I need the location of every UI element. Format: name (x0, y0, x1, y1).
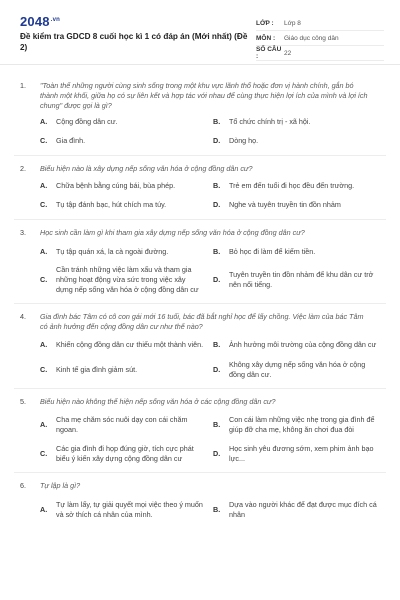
option-c[interactable] (40, 444, 213, 464)
option-b[interactable] (213, 247, 386, 257)
meta-key: SỐ CÂU : (256, 46, 282, 60)
question-list (0, 65, 400, 520)
option-text: Khiến cộng đồng dân cư thiếu một thành viên. (56, 340, 204, 349)
option-c[interactable] (40, 136, 213, 146)
option-letter: D. (213, 200, 221, 209)
option-letter: A. (40, 247, 48, 256)
option-b[interactable] (213, 117, 386, 127)
answer-options (40, 415, 400, 464)
option-text: Dựa vào người khác để đạt được mục đích cá nhân (229, 500, 377, 519)
question-number: 1. (20, 81, 26, 90)
option-text: Kinh tế gia đình giảm sút. (56, 365, 138, 374)
question-number: 6. (20, 481, 26, 490)
answer-options (40, 500, 400, 520)
question-line (0, 481, 400, 491)
meta-key: MÔN : (256, 34, 276, 42)
question-line (0, 228, 400, 238)
meta-row-class (256, 16, 384, 31)
meta-value: Lớp 8 (284, 19, 301, 27)
logo-suffix: .vn (50, 16, 61, 23)
option-letter: A. (40, 340, 48, 349)
option-a[interactable] (40, 181, 213, 191)
question-line (0, 81, 400, 111)
option-text: Cộng đồng dân cư. (56, 117, 118, 126)
option-text: Tụ tập quán xá, la cà ngoài đường. (56, 247, 169, 256)
question-6 (0, 473, 400, 520)
question-1 (0, 65, 400, 146)
option-c[interactable] (40, 200, 213, 210)
option-letter: C. (40, 200, 48, 209)
meta-value: Giáo dục công dân (284, 34, 339, 42)
question-text: "Toàn thể những người cùng sinh sống trong một khu vực lãnh thổ hoặc đơn vị hành chính, gắn bó thành một khối, giữa họ có sự liên kết và hợp tác với nhau để cùng thực hiện lợi ích của mình và lợi ích chung" được gọi là gì? (40, 81, 368, 110)
logo-text: 2048 (20, 14, 50, 29)
option-letter: B. (213, 420, 221, 429)
question-2 (0, 156, 400, 210)
option-letter: B. (213, 117, 221, 126)
option-text: Các gia đình đi họp đúng giờ, tích cực phát biểu ý kiến xây dựng cộng đồng dân cư (56, 444, 194, 463)
option-d[interactable] (213, 200, 386, 210)
option-text: Tự làm lấy, tự giải quyết mọi việc theo ý muốn và sở thích cá nhân của mình. (56, 500, 203, 519)
meta-value: 22 (284, 49, 292, 57)
option-letter: B. (213, 340, 221, 349)
option-text: Nghe và tuyên truyền tin đồn nhảm (229, 200, 341, 209)
option-a[interactable] (40, 415, 213, 435)
option-b[interactable] (213, 415, 386, 435)
option-letter: A. (40, 505, 48, 514)
answer-options (40, 117, 400, 146)
option-letter: A. (40, 181, 48, 190)
option-text: Cha mẹ chăm sóc nuôi dạy con cái chăm ngoan. (56, 415, 188, 434)
option-letter: C. (40, 136, 48, 145)
option-letter: D. (213, 365, 221, 374)
option-text: Học sinh yêu đương sớm, xem phim ảnh bạo lực... (229, 444, 374, 463)
option-c[interactable] (40, 360, 213, 380)
question-text: Gia đình bác Tâm có cô con gái mới 16 tuổi, bác đã bắt nghỉ học để lấy chồng. Việc làm của bác Tâm có ảnh hưởng đến cộng đồng dân cư như thế nào? (40, 312, 364, 331)
option-text: Bỏ học đi làm để kiếm tiền. (229, 247, 316, 256)
option-letter: B. (213, 247, 221, 256)
option-d[interactable] (213, 444, 386, 464)
question-5 (0, 389, 400, 464)
option-b[interactable] (213, 340, 386, 350)
option-letter: A. (40, 420, 48, 429)
question-text: Biểu hiện nào không thể hiện nếp sống văn hóa ở các cộng đồng dân cư? (40, 397, 276, 406)
option-text: Chữa bệnh bằng cúng bái, bùa phép. (56, 181, 176, 190)
option-letter: C. (40, 365, 48, 374)
meta-table (256, 16, 384, 61)
option-d[interactable] (213, 265, 386, 295)
question-text: Biểu hiện nào là xây dựng nếp sống văn hóa ở cộng đồng dân cư? (40, 164, 253, 173)
option-text: Con cái làm những việc nhẹ trong gia đình để giúp đỡ cha mẹ, không ăn chơi đua đòi (229, 415, 375, 434)
option-c[interactable] (40, 265, 213, 295)
option-letter: B. (213, 181, 221, 190)
option-text: Tụ tập đánh bạc, hút chích ma túy. (56, 200, 167, 209)
option-b[interactable] (213, 500, 386, 520)
site-logo[interactable] (20, 14, 60, 29)
option-text: Tuyên truyền tin đồn nhảm để khu dân cư trở nên nổi tiếng. (229, 270, 374, 289)
option-letter: A. (40, 117, 48, 126)
question-number: 5. (20, 397, 26, 406)
answer-options (40, 247, 400, 295)
option-letter: B. (213, 505, 221, 514)
question-line (0, 164, 400, 174)
meta-key: LỚP : (256, 19, 274, 27)
option-letter: D. (213, 275, 221, 284)
option-a[interactable] (40, 247, 213, 257)
option-text: Cần tránh những việc làm xấu và tham gia những hoạt động vừa sức trong việc xây dựng nếp sống văn hóa ở cộng đồng dân cư (56, 265, 199, 294)
question-3 (0, 220, 400, 295)
question-line (0, 312, 400, 332)
option-text: Dòng họ. (229, 136, 259, 145)
meta-row-subject (256, 31, 384, 46)
question-text: Học sinh cần làm gì khi tham gia xây dựng nếp sống văn hóa ở cộng đồng dân cư? (40, 228, 305, 237)
answer-options (40, 340, 400, 380)
answer-options (40, 181, 400, 210)
question-line (0, 397, 400, 407)
option-a[interactable] (40, 117, 213, 127)
option-a[interactable] (40, 340, 213, 350)
option-letter: D. (213, 136, 221, 145)
page-header (0, 0, 400, 65)
document-title: Đề kiểm tra GDCD 8 cuối học kì 1 có đáp án (Mới nhất) (Đề 2) (20, 32, 248, 52)
option-text: Tổ chức chính trị - xã hội. (229, 117, 311, 126)
option-letter: C. (40, 275, 48, 284)
question-number: 4. (20, 312, 26, 321)
option-text: Ảnh hưởng môi trường của cộng đồng dân cư (229, 340, 377, 349)
option-text: Không xây dựng nếp sống văn hóa ở cộng đồng dân cư. (229, 360, 366, 379)
option-d[interactable] (213, 136, 386, 146)
option-text: Trẻ em đến tuổi đi học đều đến trường. (229, 181, 355, 190)
option-letter: C. (40, 449, 48, 458)
question-number: 2. (20, 164, 26, 173)
question-number: 3. (20, 228, 26, 237)
meta-row-count (256, 46, 384, 61)
question-4 (0, 304, 400, 380)
option-text: Gia đình. (56, 136, 86, 145)
option-b[interactable] (213, 181, 386, 191)
option-d[interactable] (213, 360, 386, 380)
option-a[interactable] (40, 500, 213, 520)
option-letter: D. (213, 449, 221, 458)
question-text: Tự lập là gì? (40, 481, 81, 490)
